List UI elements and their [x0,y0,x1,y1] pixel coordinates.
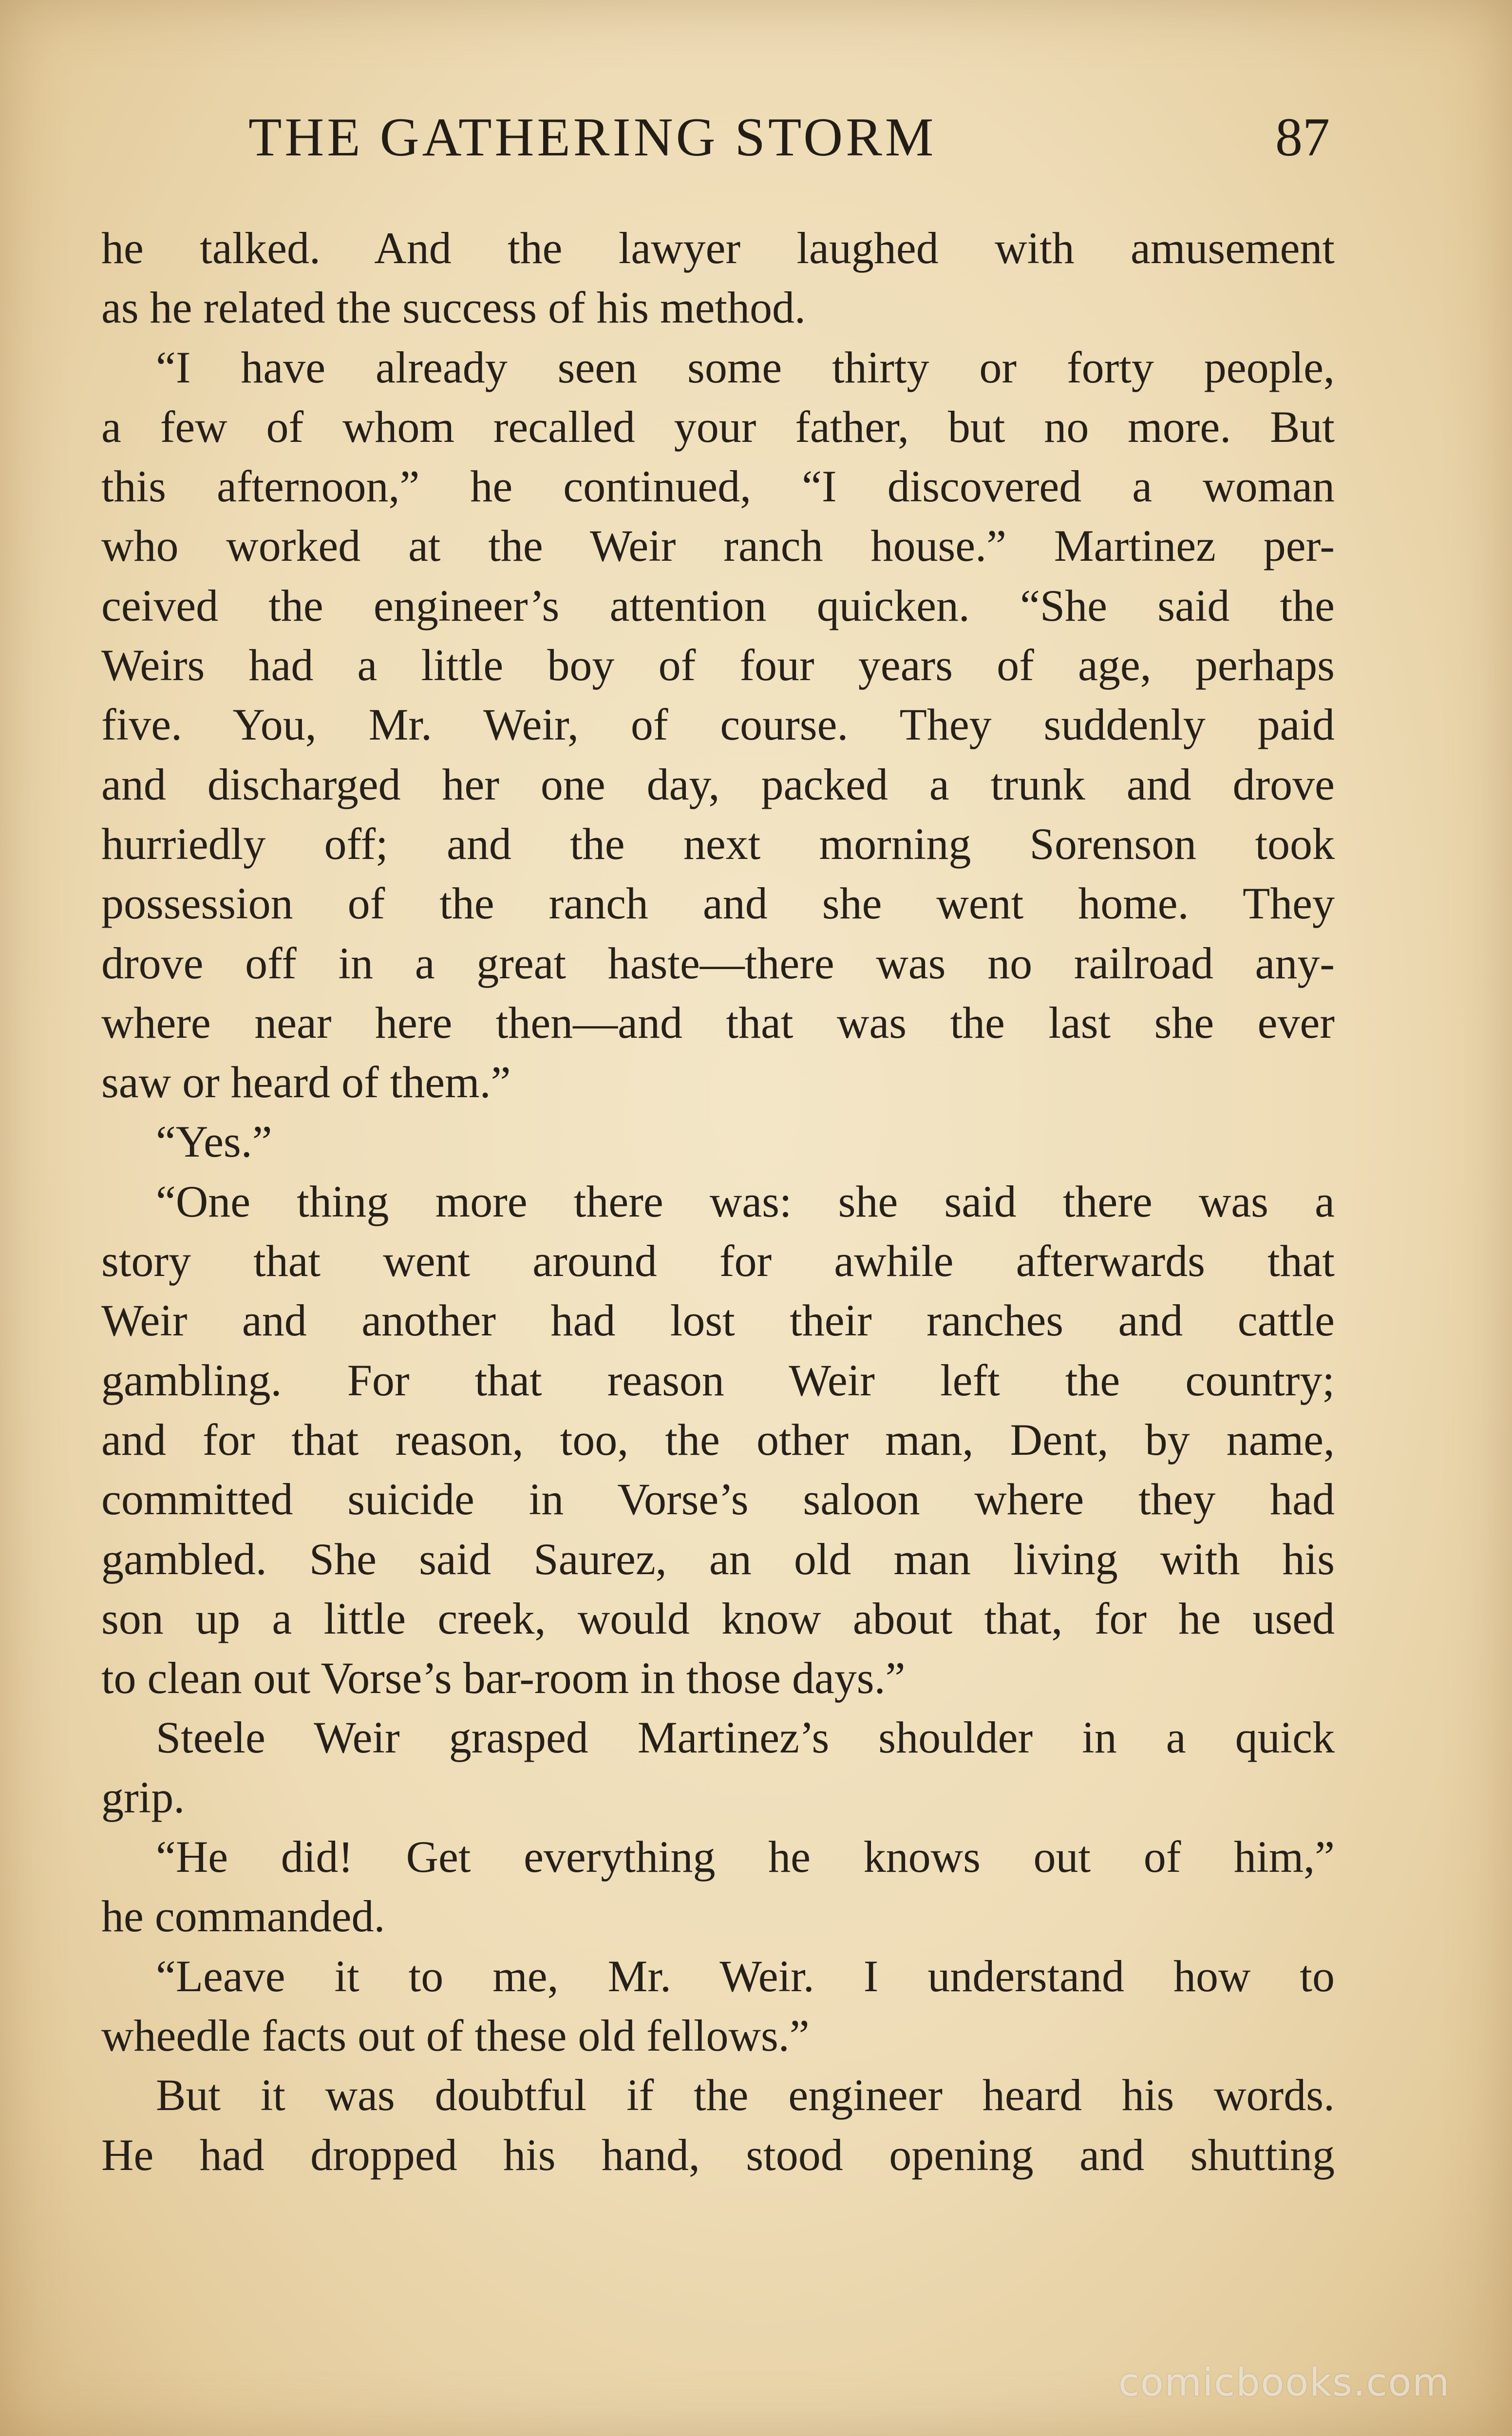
text-line: to clean out Vorse’s bar-room in those days.” [101,1653,906,1703]
text-line: committed suicide in Vorse’s saloon where they had [101,1474,1335,1524]
text-line: “One thing more there was: she said there was a [156,1176,1335,1226]
text-line: ceived the engineer’s attention quicken. “She said the [101,580,1335,630]
text-line: Weir and another had lost their ranches and cattle [101,1295,1335,1346]
text-line: five. You, Mr. Weir, of course. They suddenly paid [101,700,1335,750]
text-line: “Leave it to me, Mr. Weir. I understand how to [156,1951,1335,2001]
text-line: He had dropped his hand, stood opening and shutting [101,2130,1335,2180]
text-line: son up a little creek, would know about that, for he used [101,1593,1335,1643]
text-line: saw or heard of them.” [101,1057,511,1107]
text-line: and for that reason, too, the other man, Dent, by name, [101,1414,1335,1465]
text-line: “Yes.” [156,1117,272,1167]
text-line: as he related the success of his method. [101,283,806,333]
text-line: this afternoon,” he continued, “I discovered a woman [101,461,1335,512]
text-line: hurriedly off; and the next morning Sorenson took [101,818,1335,869]
text-line: Weirs had a little boy of four years of age, perhaps [101,640,1335,690]
body-text [101,218,1335,2185]
text-line: possession of the ranch and she went home. They [101,878,1335,929]
text-line: grip. [101,1772,185,1822]
text-line: But it was doubtful if the engineer heard his words. [156,2070,1335,2120]
text-line: “I have already seen some thirty or forty people, [156,342,1335,392]
text-line: “He did! Get everything he knows out of him,” [156,1832,1335,1882]
text-line: he talked. And the lawyer laughed with amusement [101,223,1335,273]
text-line: Steele Weir grasped Martinez’s shoulder in a quick [156,1713,1335,1763]
page-number: 87 [1275,107,1330,168]
text-line: wheedle facts out of these old fellows.” [101,2010,810,2060]
text-line: a few of whom recalled your father, but no more. But [101,401,1335,452]
text-line: drove off in a great haste—there was no railroad any- [101,938,1335,988]
text-line: gambled. She said Saurez, an old man living with his [101,1534,1335,1584]
text-line: he commanded. [101,1891,385,1941]
running-title: THE GATHERING STORM [248,107,937,168]
site-watermark: comicbooks.com [1118,2361,1451,2405]
text-line: who worked at the Weir ranch house.” Martinez per- [101,521,1335,571]
text-line: gambling. For that reason Weir left the country; [101,1355,1335,1405]
text-line: where near here then—and that was the last she ever [101,997,1335,1047]
text-line: story that went around for awhile afterwards that [101,1236,1335,1286]
text-line: and discharged her one day, packed a trunk and drove [101,759,1335,809]
